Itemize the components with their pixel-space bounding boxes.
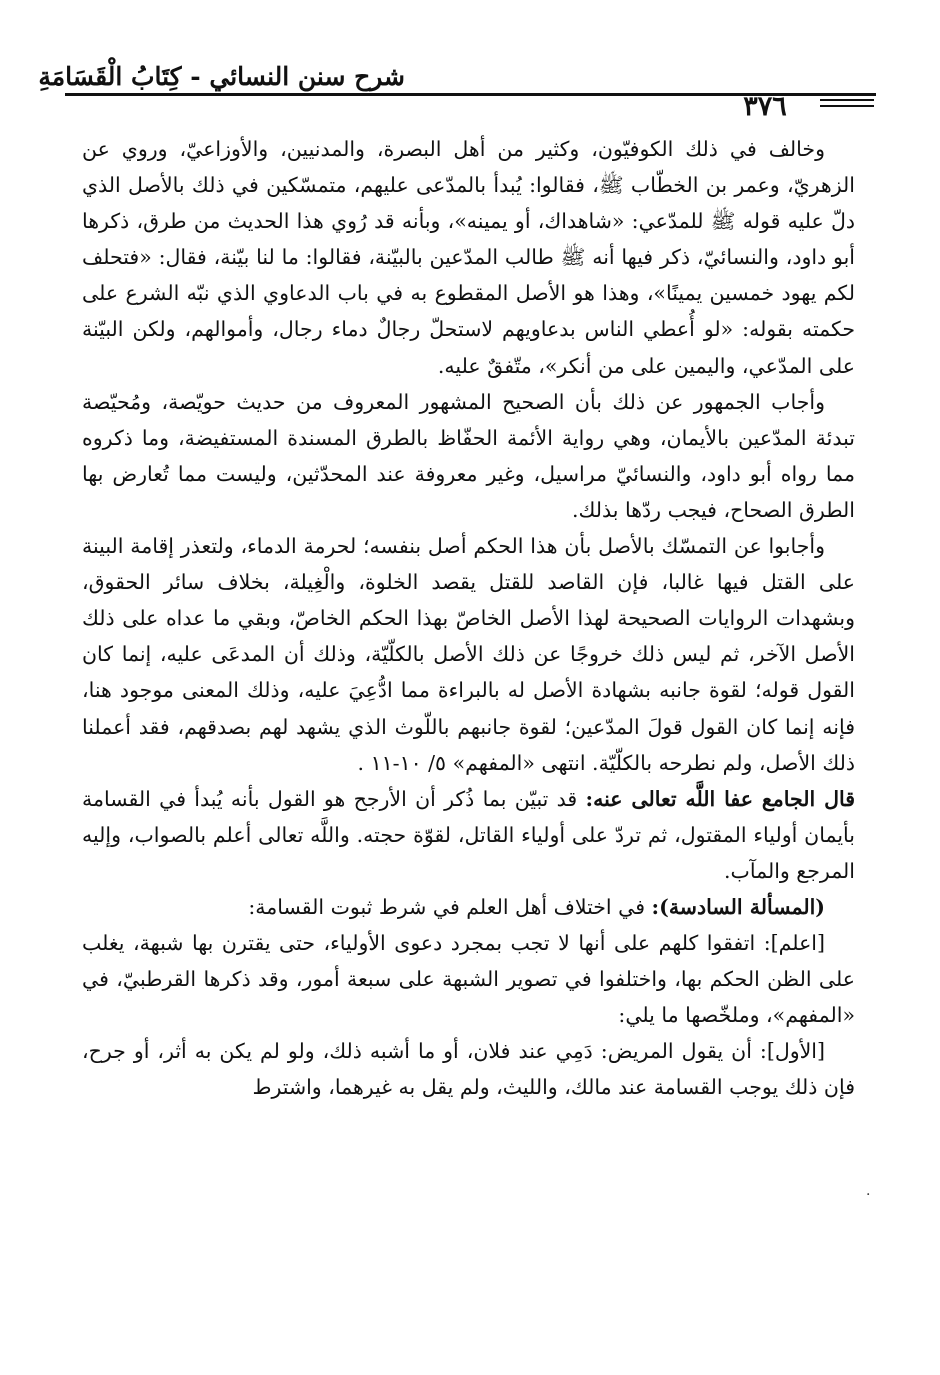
- paragraph-text: وخالف في ذلك الكوفيّون، وكثير من أهل البصرة، والمدنيين، والأوزاعيّ، وروي عن الزهريّ، وعمر بن الخطّاب ﷺ، فقالوا: يُبدأ بالمدّعى عليهم، متمسّكين في ذلك بالأصل الذي دلّ عليه قوله ﷺ للمدّعي: «شاهداك، أو يمينه»، وبأنه قد رُوي هذا الحديث من طرق، ذكرها أبو داود، والنسائيّ، ذكر فيها أنه ﷺ طالب المدّعين بالبيّنة، فقالوا: ما لنا بيّنة، فقال: «فتحلف لكم يهود خمسين يمينًا»، وهذا هو الأصل المقطوع به في باب الدعاوي الذي نبّه الشرع على حكمته بقوله: «لو أُعطي الناس بدعاويهم لاستحلّ رجالٌ دماء رجال، وأموالهم، ولكن البيّنة على المدّعي، واليمين على من أنكر»، متّفقٌ عليه.: [82, 137, 855, 378]
- paragraph-text: [الأول]: أن يقول المريض: دَمِي عند فلان، أو ما أشبه ذلك، ولو لم يكن به أثر، أو جرح، فإن ذلك يوجب القسامة عند مالك، والليث، ولم يقل به غيرهما، واشترط: [82, 1039, 855, 1100]
- paragraph-kufan-view: [82, 131, 855, 384]
- paragraph-principle-reply: [82, 528, 855, 781]
- paragraph-majority-reply: [82, 384, 855, 528]
- paragraph-text: وأجاب الجمهور عن ذلك بأن الصحيح المشهور المعروف من حديث حويّصة، ومُحيّصة تبدئة المدّعين بالأيمان، وهي رواية الأئمة الحفّاظ بالطرق المسندة المستفيضة، وما ذكروه مما رواه أبو داود، والنسائيّ مراسيل، وغير معروفة عند المحدّثين، وليست مما تُعارض بها الطرق الصحاح، فيجب ردّها بذلك.: [82, 389, 855, 522]
- paragraph-know: [82, 925, 855, 1033]
- paragraph-compiler-conclusion: [82, 781, 855, 889]
- paragraph-lead: قال الجامع عفا اللَّه تعالى عنه:: [585, 786, 856, 811]
- page-number-rule-upper: [820, 99, 874, 101]
- paragraph-text: في اختلاف أهل العلم في شرط ثبوت القسامة:: [248, 894, 652, 919]
- paragraph-text: وأجابوا عن التمسّك بالأصل بأن هذا الحكم أصل بنفسه؛ لحرمة الدماء، ولتعذر إقامة البينة على القتل فيها غالبا، فإن القاصد للقتل يقصد الخلوة، والْغِيلة، بخلاف سائر الحقوق، وبشهدات الروايات الصحيحة لهذا الأصل الخاصّ بهذا الحكم الخاصّ، وبقي ما عداه على ذلك الأصل الآخر، ثم ليس ذلك خروجًا عن ذلك الأصل بالكلّيّة، وذلك أن المدعَى عليه، إنما كان القول قوله؛ لقوة جانبه بشهادة الأصل له بالبراءة مما ادُّعِيَ عليه، وذلك المعنى موجود هنا، فإنه إنما كان القول قولَ المدّعين؛ لقوة جانبهم باللّوث الذي يشهد لهم بصدقهم، فقد أعملنا ذلك الأصل، ولم نطرحه بالكلّيّة. انتهى «المفهم» ٥/ ١٠-١١ .: [82, 534, 855, 775]
- running-title: شرح سنن النسائي - كِتَابُ الْقَسَامَةِ: [38, 62, 405, 91]
- paragraph-first-case: [82, 1033, 855, 1105]
- paragraph-text: [اعلم]: اتفقوا كلهم على أنها لا تجب بمجرد دعوى الأولياء، حتى يقترن بها شبهة، يغلب على الظن الحكم بها، واختلفوا في تصوير الشبهة على سبعة أمور، وقد ذكرها القرطبيّ، في «المفهم»، وملخّصها ما يلي:: [82, 931, 855, 1028]
- paragraph-text: قد تبيّن بما ذُكر أن الأرجح هو القول بأنه يُبدأ في القسامة بأيمان أولياء المقتول، ثم تردّ على أولياء القاتل، لقوّة حجته. واللَّه تعالى أعلم بالصواب، وإليه المرجع والمآب.: [82, 786, 855, 883]
- page-number: ٣٧٦: [743, 91, 787, 122]
- page-number-rule-lower: [820, 105, 874, 107]
- body-text: [82, 131, 855, 1106]
- paragraph-sixth-issue: [82, 889, 855, 925]
- margin-mark: ·: [866, 1187, 871, 1203]
- paragraph-lead: (المسألة السادسة):: [651, 894, 825, 919]
